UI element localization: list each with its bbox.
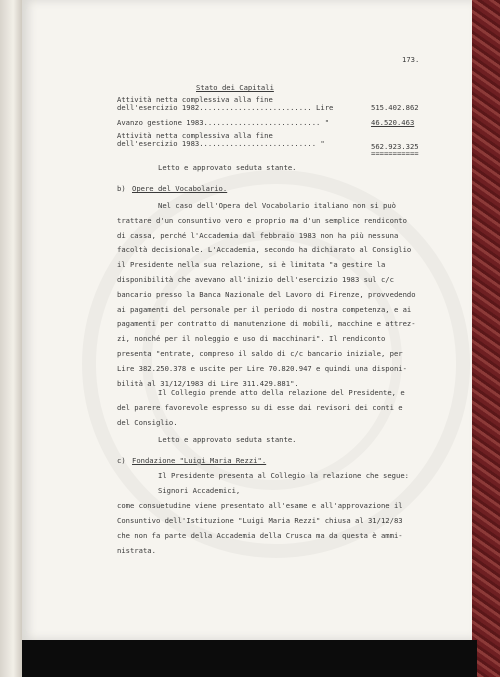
- section-b-line-2: trattare d'un consuntivo vero e proprio ma d'un semplice rendiconto: [117, 215, 407, 225]
- section-b-title: Opere del Vocabolario.: [132, 184, 228, 193]
- section-c-line-2: Consuntivo dell'Istituzione "Luigi Maria Rezzi" chiusa al 31/12/83: [117, 516, 403, 525]
- capital-row-1-value: 515.402.862: [371, 103, 419, 112]
- book-binding: [0, 0, 22, 677]
- section-b-line-5: il Presidente nella sua relazione, si è limitata "a gestire la: [117, 260, 386, 270]
- capital-row-1-label-1: Attività netta complessiva alla fine: [117, 95, 273, 104]
- section-b-line-6: disponibilità che avevano all'inizio dell'esercizio 1983 sul c/c: [117, 275, 394, 284]
- section-b-line-9: pagamenti per contratto di manutenzione di mobili, macchine e attrez-: [117, 319, 416, 329]
- section-b-line-12: Lire 382.250.378 e uscite per Lire 70.820.947 e quindi una disponi-: [117, 363, 407, 373]
- section-b-line-10: zi, nonché per il noleggio e uso di macchinari". Il rendiconto: [117, 334, 386, 344]
- section-c-title: Fondazione "Luigi Maria Rezzi".: [132, 456, 267, 465]
- capital-row-2-value: 46.520.463: [371, 118, 415, 127]
- section-c-intro: Il Presidente presenta al Collegio la relazione che segue:: [158, 471, 409, 480]
- section-title: Stato dei Capitali: [196, 83, 274, 92]
- capital-row-1-label-2: dell'esercizio 1982.......................... Lire: [117, 103, 334, 112]
- salutation: Signori Accademici,: [158, 486, 241, 495]
- section-b-paragraph-2-line-3: del Consiglio.: [117, 418, 178, 427]
- page-number: 173.: [402, 55, 420, 64]
- section-b-paragraph-2-line-1: Il Collegio prende atto della relazione del Presidente, e: [158, 388, 405, 397]
- total-double-rule: ===========: [371, 149, 419, 158]
- capital-row-3-value: 562.923.325: [371, 142, 419, 151]
- section-b-paragraph-2-line-2: del parere favorevole espresso su di esse dai revisori dei conti e: [117, 403, 403, 412]
- book-cover-edge: [472, 0, 500, 677]
- section-b-line-1: Nel caso dell'Opera del Vocabolario italiano non si può: [158, 201, 396, 210]
- section-b-number: b): [117, 184, 126, 193]
- approval-note-2: Letto e approvato seduta stante.: [158, 435, 297, 444]
- capital-row-2-label: Avanzo gestione 1983........................... ": [117, 118, 330, 127]
- section-c-line-3: che non fa parte della Accademia della Crusca ma da questa è ammi-: [117, 531, 403, 540]
- section-b-line-13: bilità al 31/12/1983 di Lire 311.429.881".: [117, 378, 299, 388]
- approval-note-1: Letto e approvato seduta stante.: [158, 163, 297, 172]
- section-b-line-8: ai pagamenti del personale per il periodo di nostra competenza, e ai: [117, 304, 412, 314]
- section-b-line-11: presenta "entrate, compreso il saldo di c/c bancario iniziale, per: [117, 349, 403, 358]
- capital-row-3-label-2: dell'esercizio 1983........................... ": [117, 139, 325, 148]
- section-c-line-1: come consuetudine viene presentato all'esame e all'approvazione il: [117, 501, 403, 510]
- section-b-line-3: di cassa, perché l'Accademia dal febbraio 1983 non ha più nessuna: [117, 230, 399, 240]
- section-c-number: c): [117, 456, 126, 465]
- capital-row-3-label-1: Attività netta complessiva alla fine: [117, 131, 273, 140]
- section-c-line-4: nistrata.: [117, 546, 156, 555]
- section-b-line-7: bancario presso la Banca Nazionale del Lavoro di Firenze, provvedendo: [117, 289, 416, 299]
- section-b-line-4: facoltà decisionale. L'Accademia, secondo ha dichiarato al Consiglio: [117, 245, 412, 255]
- background-surface: [22, 640, 477, 677]
